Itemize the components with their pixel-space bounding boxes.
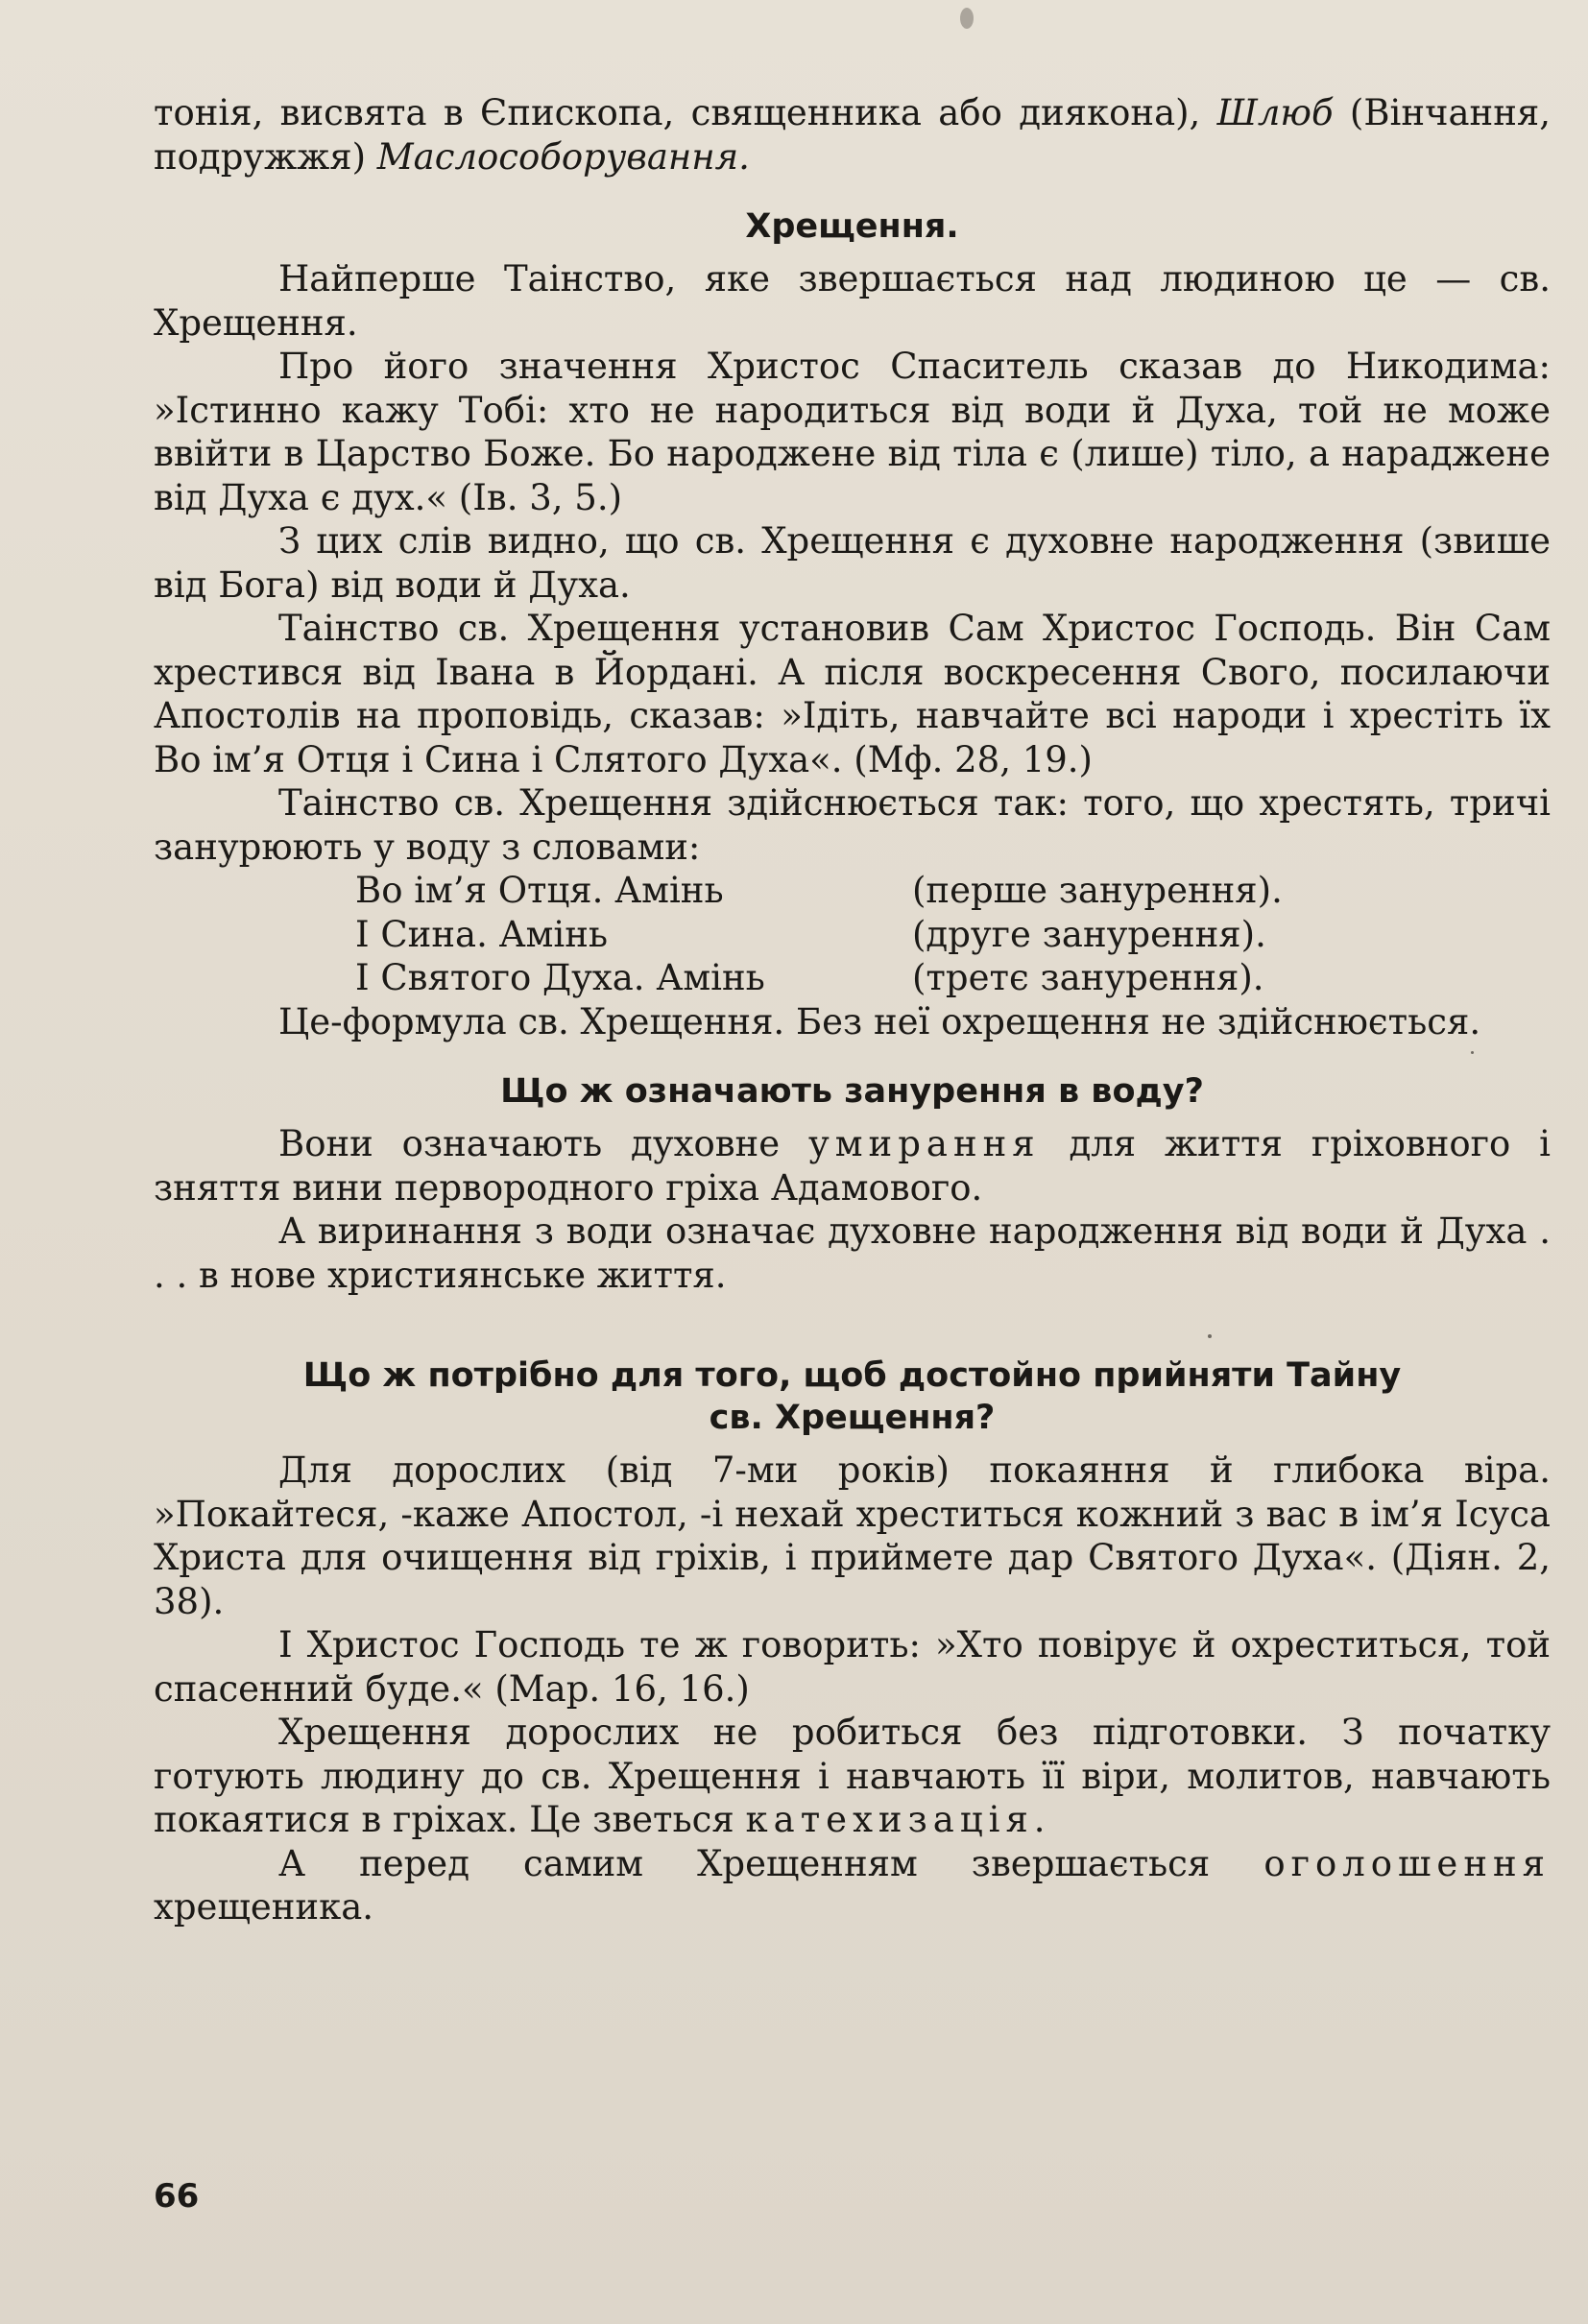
intro-shlyub: Шлюб: [1216, 92, 1334, 133]
page-text: [154, 91, 1551, 1929]
p11-spaced: катехизація.: [745, 1799, 1051, 1840]
paragraph-6: Це-формула св. Хрещення. Без неї охрещення не здійснюється.: [278, 1000, 1481, 1042]
paragraph-7: [154, 1122, 1551, 1210]
formula-line: [355, 956, 1551, 1000]
p12-text-a: А перед самим Хрещенням звершається: [278, 1842, 1211, 1884]
formula-words: І Святого Духа. Амінь: [355, 957, 765, 998]
baptism-formula: [355, 869, 1551, 1000]
formula-note: (друге занурення).: [912, 913, 1266, 955]
paragraph-12: [154, 1842, 1551, 1929]
p7-spaced: умирання: [808, 1123, 1041, 1164]
paper-speck: [960, 8, 974, 29]
heading-baptism: Хрещення.: [745, 207, 959, 246]
p7-text-b: для життя гріховного і зняття вини первородного гріха Адамового.: [154, 1123, 1552, 1209]
paragraph-intro: [154, 91, 1551, 179]
formula-words: І Сина. Амінь: [355, 913, 609, 955]
paragraph-3: З цих слів видно, що св. Хрещення є духовне народження (звише від Бога) від води й Духа.: [154, 520, 1551, 606]
p7-text-a: Вони означають духовне: [278, 1123, 781, 1164]
p12-spaced: оголошення: [1263, 1842, 1551, 1884]
heading-immersion: Що ж означають занурення в воду?: [500, 1072, 1204, 1111]
intro-maslo: Маслособорування.: [376, 135, 750, 178]
formula-note: (перше занурення).: [912, 870, 1283, 911]
intro-text-2: (Вінчання, подружжя): [154, 92, 1551, 178]
heading-needed-line-2: св. Хрещення?: [709, 1399, 996, 1437]
formula-note: (третє занурення).: [912, 957, 1264, 998]
page-number: 66: [154, 2177, 200, 2216]
paragraph-4: Таінство св. Хрещення установив Сам Христос Господь. Він Сам хрестився від Івана в Йордані. А після воскресення Свого, посилаючи Апостолів на проповідь, сказав: »Ідіть, навчайте всі народи і хрестіть їх Во ім’я Отця і Сина і Слятого Духа«. (Мф. 28, 19.): [154, 608, 1551, 780]
heading-needed: [154, 1354, 1551, 1439]
paragraph-9: Для дорослих (від 7-ми років) покаяння й глибока віра. »Покайтеся, -каже Апостол, -і нехай хреститься кожний з вас в ім’я Ісуса Христа для очищення від гріхів, і приймете дар Святого Духа«. (Діян. 2, 38).: [154, 1450, 1551, 1622]
paragraph-2: Про його значення Христос Спаситель сказав до Никодима: »Істинно кажу Тобі: хто не народиться від води й Духа, той не може ввійти в Царство Боже. Бо народжене від тіла є (лише) тіло, а нараджене від Духа є дух.« (Ів. 3, 5.): [154, 346, 1551, 518]
paragraph-5: Таінство св. Хрещення здійснюється так: того, що хрестять, тричі занурюють у воду з словами:: [154, 782, 1551, 868]
heading-needed-line-1: Що ж потрібно для того, щоб достойно прийняти Тайну: [302, 1356, 1402, 1395]
paragraph-1: Найперше Таінство, яке звершається над людиною це — св. Хрещення.: [154, 258, 1551, 344]
p11-text: Хрещення дорослих не робиться без підготовки. З початку готують людину до св. Хрещення і навчають її віри, молитов, навчають покаятися в гріхах. Це зветься: [154, 1712, 1551, 1840]
paragraph-10: І Христос Господь те ж говорить: »Хто повірує й охреститься, той спасенний буде.« (Мар. 16, 16.): [154, 1624, 1551, 1710]
paragraph-11: [154, 1711, 1551, 1842]
formula-line: [355, 869, 1551, 913]
intro-text: тонія, висвята в Єпископа, священника або диякона),: [154, 92, 1201, 133]
formula-words: Во ім’я Отця. Амінь: [355, 870, 724, 911]
paragraph-8: А виринання з води означає духовне народження від води й Духа . . . в нове християнське життя.: [154, 1210, 1551, 1296]
p12-text-b: хрещеника.: [154, 1886, 374, 1928]
formula-line: [355, 913, 1551, 957]
